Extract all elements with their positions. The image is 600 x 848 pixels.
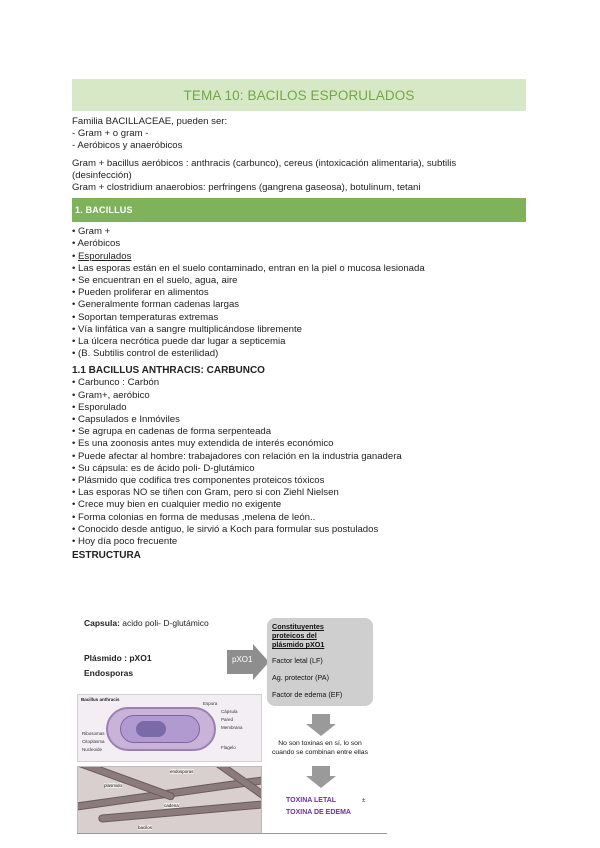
box-item: Factor letal (LF): [272, 656, 323, 665]
anthracis-bullet-list: [72, 377, 526, 548]
intro-line: - Gram + o gram -: [72, 128, 149, 140]
bullet-item: • La úlcera necrótica puede dar lugar a septicemia: [72, 336, 286, 348]
capsule-caption: [84, 618, 209, 628]
box-heading: plásmido pXO1: [272, 640, 325, 649]
lethal-toxin-label: TOXINA LETAL: [286, 797, 337, 804]
diagram-label: Citoplasma: [82, 739, 105, 744]
bullet-item: • Generalmente forman cadenas largas: [72, 299, 240, 311]
bullet-item: • Soportan temperaturas extremas: [72, 311, 219, 323]
diagram-label: Membrana: [221, 725, 243, 730]
box-heading: proteicos del: [272, 631, 317, 640]
figure-divider: [77, 833, 387, 834]
box-item: Factor de edema (EF): [272, 690, 343, 699]
gram-line: (desinfección): [72, 169, 132, 181]
note-line: cuando se combinan entre ellas: [272, 749, 368, 756]
bullet-item: • Es una zoonosis antes muy extendida de interés económico: [72, 438, 334, 450]
bullet-item-text: • Esporulados: [72, 250, 132, 262]
bullet-item: • Pueden proliferar en alimentos: [72, 287, 209, 299]
diagram-label: Nucleoide: [82, 747, 103, 752]
down-arrow-icon: [306, 714, 336, 736]
bullet-item: • Carbunco : Carbón: [72, 377, 160, 389]
micro-label: endosporas: [170, 769, 194, 774]
bacterium-diagram: [77, 694, 262, 762]
gram-line: Gram + clostridium anaerobios: perfringens (gangrena gaseosa), botulinum, tetani: [72, 182, 421, 194]
bullet-item: • Se encuentran en el suelo, agua, aire: [72, 275, 238, 287]
bullet-item: • Vía linfática van a sangre multiplicándose libremente: [72, 323, 303, 335]
endospores-caption: Endosporas: [84, 668, 134, 678]
pxo1-arrow-label: pXO1: [232, 655, 253, 664]
structure-figure: [72, 606, 392, 834]
diagram-label: Cápsula: [221, 709, 238, 714]
section-heading: 1. BACILLUS: [75, 205, 133, 216]
subsection-heading: 1.1 BACILLUS ANTHRACIS: CARBUNCO: [72, 365, 265, 377]
bullet-item: • Forma colonias en forma de medusas ,melena de león..: [72, 511, 316, 523]
intro-line: - Aeróbicos y anaeróbicos: [72, 140, 183, 152]
document-page: [72, 79, 526, 562]
title-banner: [72, 79, 526, 111]
micro-label: cadena: [164, 803, 179, 808]
down-arrow-icon: [306, 766, 336, 788]
diagram-title: Bacillus anthracis: [81, 697, 120, 702]
diagram-label: Flagelo: [221, 745, 236, 750]
box-heading: Constituyentes: [272, 622, 324, 631]
edema-toxin-label: TOXINA DE EDEMA: [286, 809, 351, 816]
bullet-item: • Plásmido que codifica tres componentes proteicos tóxicos: [72, 475, 325, 487]
bullet-item: • Conocido desde antiguo, le sirvió a Koch para formular sus postulados: [72, 523, 379, 535]
plasmid-caption: Plásmido : pXO1: [84, 653, 152, 663]
toxin-note: [267, 739, 373, 757]
diagram-label: Pared: [221, 717, 234, 722]
intro-line: Familia BACILLACEAE, pueden ser:: [72, 116, 228, 127]
figure-mark: ±: [362, 798, 366, 804]
gram-line: Gram + bacillus aeróbicos : anthracis (carbunco), cereus (intoxicación alimentaria), subtilis: [72, 157, 457, 169]
capsule-value: acido poli- D-glutámico: [119, 618, 209, 628]
bullet-item: • Se agrupa en cadenas de forma serpenteada: [72, 426, 272, 438]
plasmid-constituents-box: [267, 618, 373, 706]
bullet-item: • (B. Subtilis control de esterilidad): [72, 348, 219, 360]
structure-heading: ESTRUCTURA: [72, 550, 141, 562]
spore-shape: [136, 721, 166, 737]
page-title: TEMA 10: BACILOS ESPORULADOS: [183, 87, 415, 103]
micro-label: plasmido: [104, 783, 123, 788]
bullet-item: • Gram +: [72, 226, 111, 238]
box-item: Ag. protector (PA): [272, 673, 329, 682]
capsule-label: Capsula:: [84, 618, 120, 628]
bullet-item: • Gram+, aeróbico: [72, 389, 150, 401]
bullet-item: • Capsulados e Inmóviles: [72, 414, 180, 426]
bullet-item: • Las esporas están en el suelo contaminado, entran en la piel o mucosa lesionada: [72, 262, 425, 274]
bullet-item: [72, 251, 526, 263]
bacillus-bullet-list: [72, 226, 526, 360]
note-line: No son toxinas en sí, lo son: [278, 740, 362, 747]
diagram-label: Ribosomas: [82, 731, 105, 736]
gram-block: [72, 158, 526, 195]
bullet-item: • Puede afectar al hombre: trabajadores con relación en la industria ganadera: [72, 450, 402, 462]
diagram-label: Espora: [203, 701, 218, 706]
bullet-item: • Esporulado: [72, 401, 127, 413]
micro-label: bacilos: [138, 825, 153, 830]
section-banner: [72, 198, 526, 222]
bullet-item: • Hoy día poco frecuente: [72, 536, 178, 548]
bullet-item: • Su cápsula: es de ácido poli- D-glutámico: [72, 462, 255, 474]
intro-block: [72, 116, 526, 153]
bullet-item: • Crece muy bien en cualquier medio no exigente: [72, 499, 282, 511]
bullet-item: • Las esporas NO se tiñen con Gram, pero si con Ziehl Nielsen: [72, 487, 339, 499]
bullet-item: • Aeróbicos: [72, 238, 121, 250]
micrograph: [77, 766, 262, 834]
